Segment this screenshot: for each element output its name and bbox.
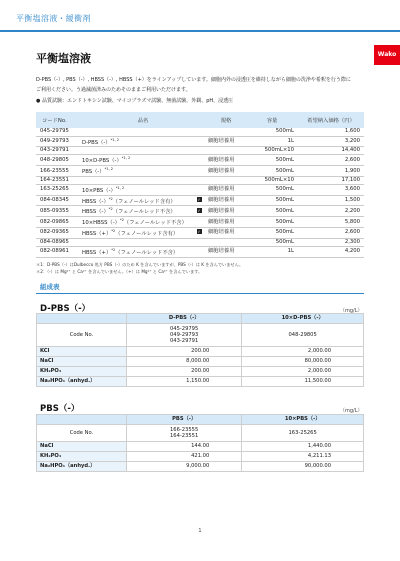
code-list xyxy=(242,425,364,442)
product-name-cell xyxy=(80,176,192,184)
product-code: 045-29795 xyxy=(36,128,80,136)
product-price: 2,600 xyxy=(298,228,364,239)
dpbs-header-blank xyxy=(37,314,127,324)
product-mark-cell xyxy=(192,228,206,239)
code-list xyxy=(242,324,364,347)
table-row xyxy=(37,377,364,387)
product-name: 10×HBSS（-） xyxy=(82,220,120,226)
product-footnote-mark: *2 xyxy=(108,196,113,201)
product-footnote-mark: *2 xyxy=(111,229,116,233)
product-mark-cell xyxy=(192,238,206,246)
table-row xyxy=(36,147,364,155)
product-standard xyxy=(206,147,246,155)
product-code: 164-23551 xyxy=(36,176,80,184)
code-value: 043-29791 xyxy=(170,338,199,344)
component-value: 9,000.00 xyxy=(127,462,242,472)
component-name: KH₂PO₄ xyxy=(37,452,127,462)
table-row xyxy=(37,452,364,462)
product-name-cell xyxy=(80,155,192,166)
table-row xyxy=(36,238,364,246)
product-standard xyxy=(206,128,246,136)
product-name: 10×D-PBS（-） xyxy=(82,158,122,165)
product-capacity: 1L xyxy=(246,246,298,257)
product-name: PBS（-） xyxy=(82,168,105,175)
component-value: 144.00 xyxy=(127,442,242,452)
product-price: 1,900 xyxy=(298,166,364,177)
product-name-note: （フェノールレッド含有） xyxy=(115,230,179,237)
product-standard xyxy=(206,176,246,184)
product-name-cell xyxy=(80,195,192,206)
pbs-unit: （mg/L） xyxy=(340,408,363,414)
product-mark-cell xyxy=(192,166,206,177)
pbs-col-2: 10×PBS（-） xyxy=(242,415,364,425)
product-standard: 細胞培養用 xyxy=(206,246,246,257)
code-label: Code No. xyxy=(37,324,127,347)
product-capacity: 500mL xyxy=(246,228,298,239)
product-name-cell xyxy=(80,147,192,155)
table-row xyxy=(36,176,364,184)
checkbox-mark-icon: ✓ xyxy=(197,197,201,203)
header-code: コードNo. xyxy=(36,112,80,128)
product-footnote-mark: *2 xyxy=(111,247,116,252)
table-row xyxy=(36,136,364,147)
product-name-note: （フェノールレッド含有） xyxy=(112,198,176,205)
product-name: HBSS（+） xyxy=(82,249,112,256)
table-row xyxy=(36,155,364,166)
product-standard: 細胞培養用 xyxy=(206,206,246,217)
product-mark-cell xyxy=(192,147,206,155)
page-number: 1 xyxy=(198,528,202,534)
header-price: 希望納入価格（円） xyxy=(298,112,364,128)
product-capacity: 500mL xyxy=(246,155,298,166)
product-mark-cell xyxy=(192,246,206,257)
table-row xyxy=(36,184,364,195)
quality-tests: ● 品質試験：エンドトキシン試験、マイコプラズマ試験、無菌試験、外観、pH、浸透圧 xyxy=(36,98,234,104)
product-footnote-mark: *1, 2 xyxy=(110,137,120,142)
product-price: 5,800 xyxy=(298,217,364,228)
product-capacity: 500mL xyxy=(246,166,298,177)
product-code: 043-29791 xyxy=(36,147,80,155)
dpbs-col-2: 10×D-PBS（-） xyxy=(242,314,364,324)
product-name-cell xyxy=(80,206,192,217)
product-standard: 細胞培養用 xyxy=(206,217,246,228)
product-footnote-mark: *1, 2 xyxy=(121,156,131,161)
product-code: 082-09865 xyxy=(36,217,80,228)
page-title: 平衡塩溶液 xyxy=(36,52,91,65)
code-value: 166-23555 xyxy=(170,427,199,433)
component-value: 8,000.00 xyxy=(127,357,242,367)
component-value: 2,000.00 xyxy=(242,367,364,377)
product-name-note: （フェノールレッド不含） xyxy=(123,220,187,226)
composition-section-title: 組成表 xyxy=(40,283,60,291)
component-value: 11,500.00 xyxy=(242,377,364,387)
product-price: 2,300 xyxy=(298,238,364,246)
product-name-cell xyxy=(80,166,192,177)
component-value: 1,150.00 xyxy=(127,377,242,387)
table-row xyxy=(36,128,364,136)
product-price: 1,500 xyxy=(298,195,364,206)
table-row xyxy=(36,217,364,228)
product-price: 3,600 xyxy=(298,184,364,195)
pbs-col-1: PBS（-） xyxy=(127,415,242,425)
code-value: 163-25265 xyxy=(288,430,317,436)
product-capacity: 500mL xyxy=(246,184,298,195)
product-price: 2,200 xyxy=(298,206,364,217)
product-standard: 細胞培養用 xyxy=(206,136,246,147)
product-table xyxy=(36,112,364,258)
code-list xyxy=(127,425,242,442)
product-capacity: 500mL xyxy=(246,206,298,217)
product-code: 082-09365 xyxy=(36,228,80,239)
component-value: 421.00 xyxy=(127,452,242,462)
product-capacity: 500mL xyxy=(246,238,298,246)
header-capacity: 容量 xyxy=(246,112,298,128)
top-bar xyxy=(0,0,400,36)
product-footnote-mark: *2 xyxy=(119,218,124,223)
intro-line-2: ご利用ください。う過滅菌済みのためそのままご利用いただけます。 xyxy=(36,87,191,93)
component-value: 200.00 xyxy=(127,367,242,377)
table-row xyxy=(36,228,364,239)
intro-line-1: D-PBS（-）, PBS（-）, HBSS（-）, HBSS（+）をラインアップしています。細胞内外の浸透圧を維持しながら細胞の洗浄や希釈を行う際に xyxy=(36,77,351,83)
product-mark-cell xyxy=(192,136,206,147)
code-row xyxy=(37,425,364,442)
product-name-cell xyxy=(80,136,192,147)
product-price: 2,600 xyxy=(298,155,364,166)
product-footnote-mark: *2 xyxy=(108,207,113,212)
component-value: 2,000.00 xyxy=(242,347,364,357)
product-mark-cell xyxy=(192,206,206,217)
product-price: 4,200 xyxy=(298,246,364,257)
product-name: HBSS（-） xyxy=(82,209,109,216)
product-code: 085-09355 xyxy=(36,206,80,217)
product-price: 1,600 xyxy=(298,128,364,136)
pbs-header-blank xyxy=(37,415,127,425)
product-mark-cell xyxy=(192,155,206,166)
code-value: 049-29793 xyxy=(170,332,199,338)
product-standard: 細胞培養用 xyxy=(206,184,246,195)
code-value: 048-29805 xyxy=(288,332,317,338)
product-mark-cell xyxy=(192,176,206,184)
footnote-2: ＊2：（-）は Mg²⁺ と Ca²⁺ を含んでいません。（+）は Mg²⁺ と Ca²⁺ を含んでいます。 xyxy=(36,268,203,274)
checkbox-mark-icon: ✓ xyxy=(197,207,201,213)
table-row xyxy=(37,347,364,357)
product-standard: 細胞培養用 xyxy=(206,166,246,177)
product-name-cell xyxy=(80,246,192,257)
product-footnote-mark: *1, 2 xyxy=(104,167,114,172)
code-row xyxy=(37,324,364,347)
wako-logo: Wako xyxy=(374,45,400,65)
code-value: 045-29795 xyxy=(170,326,199,332)
product-price: 14,400 xyxy=(298,147,364,155)
product-name-cell xyxy=(80,228,192,239)
component-name: Na₂HPO₄（anhyd.） xyxy=(37,462,127,472)
product-name: HBSS（+） xyxy=(82,230,112,237)
product-name-cell xyxy=(80,238,192,246)
product-standard xyxy=(206,238,246,246)
dpbs-col-1: D-PBS（-） xyxy=(127,314,242,324)
component-name: KH₂PO₄ xyxy=(37,367,127,377)
pbs-composition-table xyxy=(36,414,364,472)
code-label: Code No. xyxy=(37,425,127,442)
composition-divider xyxy=(36,293,364,294)
code-list xyxy=(127,324,242,347)
product-name-note: （フェノールレッド不含） xyxy=(115,249,179,256)
component-value: 4,211.13 xyxy=(242,452,364,462)
product-footnote-mark: *1, 2 xyxy=(115,185,125,190)
pbs-title: PBS（-） xyxy=(40,404,80,414)
header-name: 品名 xyxy=(80,112,206,128)
product-mark-cell xyxy=(192,195,206,206)
product-name: HBSS（-） xyxy=(82,198,109,205)
product-capacity: 500mL xyxy=(246,217,298,228)
component-name: NaCl xyxy=(37,442,127,452)
product-price: 3,200 xyxy=(298,136,364,147)
product-name-cell xyxy=(80,184,192,195)
product-standard: 細胞培養用 xyxy=(206,228,246,239)
product-code: 163-25265 xyxy=(36,184,80,195)
dpbs-composition-table xyxy=(36,313,364,387)
product-table-body xyxy=(36,128,364,257)
top-divider xyxy=(0,30,400,32)
product-price: 17,100 xyxy=(298,176,364,184)
table-row xyxy=(37,442,364,452)
footnote-1: ＊1：D-PBS（-）はDulbecco 処方 PBS（-）のため K を含んでいますが，PBS（-）は K を含んでいません。 xyxy=(36,262,244,267)
table-row xyxy=(36,206,364,217)
product-name-note: （フェノールレッド不含） xyxy=(112,209,176,216)
component-value: 80,000.00 xyxy=(242,357,364,367)
product-mark-cell xyxy=(192,184,206,195)
component-name: Na₂HPO₄（anhyd.） xyxy=(37,377,127,387)
footnotes xyxy=(36,262,366,275)
dpbs-title: D-PBS（-） xyxy=(40,304,91,314)
product-mark-cell xyxy=(192,128,206,136)
component-name: NaCl xyxy=(37,357,127,367)
header-standard: 規格 xyxy=(206,112,246,128)
product-name: D-PBS（-） xyxy=(82,139,111,146)
checkbox-mark-icon: ✓ xyxy=(197,229,201,235)
table-row xyxy=(37,367,364,377)
table-row xyxy=(36,195,364,206)
component-value: 90,000.00 xyxy=(242,462,364,472)
product-capacity: 1L xyxy=(246,136,298,147)
product-code: 084-08345 xyxy=(36,195,80,206)
product-capacity: 500mL×10 xyxy=(246,176,298,184)
product-standard: 細胞培養用 xyxy=(206,155,246,166)
product-capacity: 500mL xyxy=(246,195,298,206)
product-mark-cell xyxy=(192,217,206,228)
pbs-header-row xyxy=(37,415,364,425)
product-code: 049-29793 xyxy=(36,136,80,147)
product-code: 166-23555 xyxy=(36,166,80,177)
table-row xyxy=(37,462,364,472)
product-code: 084-08965 xyxy=(36,238,80,246)
product-code: 082-08961 xyxy=(36,246,80,257)
table-row xyxy=(36,246,364,257)
product-capacity: 500mL×10 xyxy=(246,147,298,155)
product-name-cell xyxy=(80,128,192,136)
product-name-cell xyxy=(80,217,192,228)
product-name: 10×PBS（-） xyxy=(82,187,116,194)
dpbs-header-row xyxy=(37,314,364,324)
component-name: KCl xyxy=(37,347,127,357)
component-value: 200.00 xyxy=(127,347,242,357)
category-label: 平衡塩溶液・緩衝剤 xyxy=(16,14,91,23)
product-standard: 細胞培養用 xyxy=(206,195,246,206)
product-code: 048-29805 xyxy=(36,155,80,166)
code-value: 164-23551 xyxy=(170,433,199,439)
product-table-header xyxy=(36,112,364,128)
product-capacity: 500mL xyxy=(246,128,298,136)
table-row xyxy=(36,166,364,177)
dpbs-unit: （mg/L） xyxy=(340,308,363,314)
component-value: 1,440.00 xyxy=(242,442,364,452)
table-row xyxy=(37,357,364,367)
intro-text xyxy=(36,75,376,106)
